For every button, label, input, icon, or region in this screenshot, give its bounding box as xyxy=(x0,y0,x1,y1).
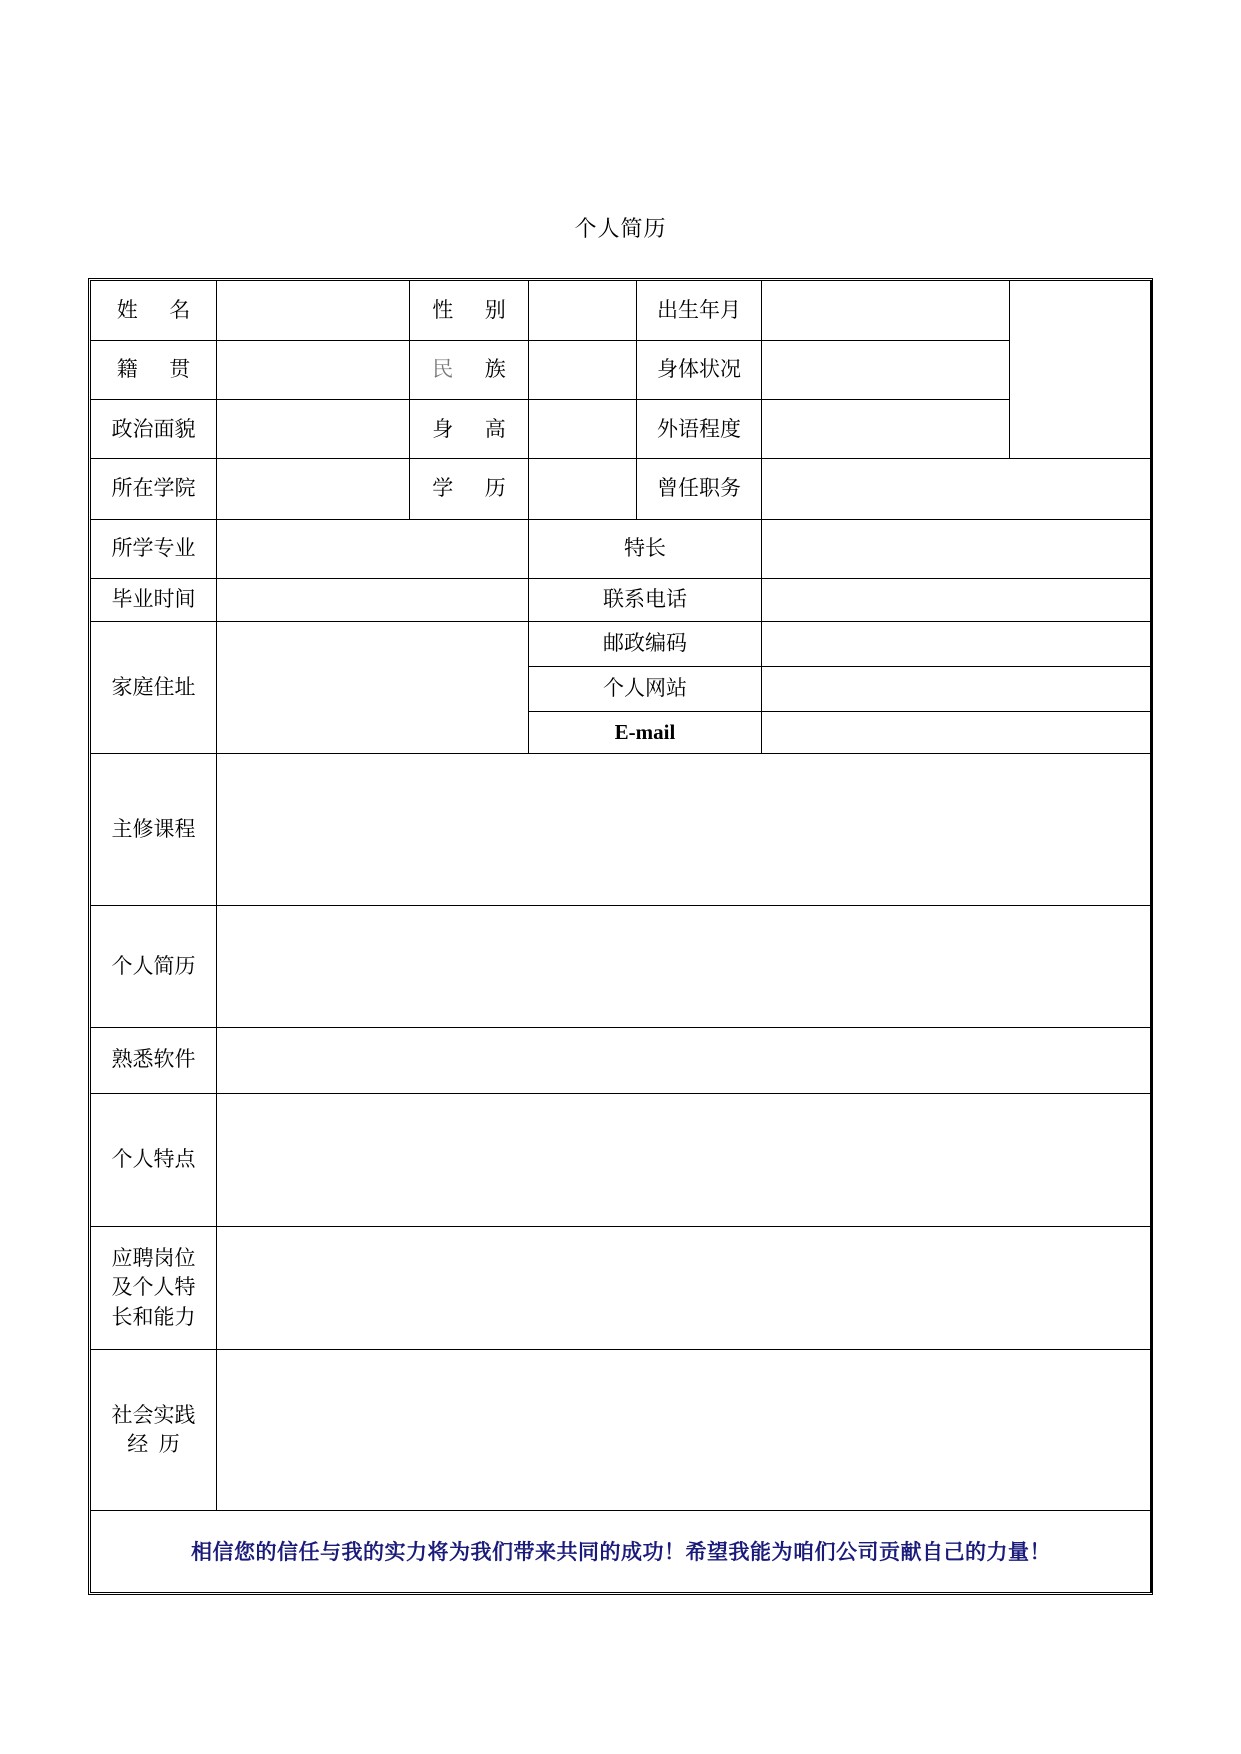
field-birth[interactable] xyxy=(762,281,1010,341)
label-graduation: 毕业时间 xyxy=(91,578,217,621)
label-college: 所在学院 xyxy=(91,459,217,519)
field-language[interactable] xyxy=(762,400,1010,459)
label-practice: 社会实践 经 历 xyxy=(91,1350,217,1510)
field-resume[interactable] xyxy=(217,906,1152,1027)
field-college[interactable] xyxy=(217,459,410,519)
label-height: 身 高 xyxy=(410,400,529,459)
field-graduation[interactable] xyxy=(217,578,529,621)
label-name: 姓 名 xyxy=(91,281,217,341)
resume-form-table xyxy=(90,280,1152,1593)
label-ethnic: 民 族 xyxy=(410,341,529,400)
row-software xyxy=(91,1027,1152,1093)
field-former-post[interactable] xyxy=(762,459,1152,519)
field-health[interactable] xyxy=(762,341,1010,400)
row-resume xyxy=(91,906,1152,1027)
field-specialty[interactable] xyxy=(762,519,1152,578)
row-native xyxy=(91,341,1152,400)
row-college xyxy=(91,459,1152,519)
label-political: 政治面貌 xyxy=(91,400,217,459)
label-health: 身体状况 xyxy=(637,341,762,400)
field-email[interactable] xyxy=(762,711,1152,753)
row-courses xyxy=(91,754,1152,906)
field-height[interactable] xyxy=(529,400,637,459)
field-political[interactable] xyxy=(217,400,410,459)
field-courses[interactable] xyxy=(217,754,1152,906)
field-major[interactable] xyxy=(217,519,529,578)
label-specialty: 特长 xyxy=(529,519,762,578)
field-practice[interactable] xyxy=(217,1350,1152,1510)
field-address[interactable] xyxy=(217,621,529,753)
field-postcode[interactable] xyxy=(762,621,1152,666)
field-native[interactable] xyxy=(217,341,410,400)
photo-box[interactable] xyxy=(1010,281,1152,459)
label-degree: 学 历 xyxy=(410,459,529,519)
field-position[interactable] xyxy=(217,1227,1152,1350)
label-phone: 联系电话 xyxy=(529,578,762,621)
row-graduation xyxy=(91,578,1152,621)
row-practice xyxy=(91,1350,1152,1510)
label-website: 个人网站 xyxy=(529,666,762,711)
label-email: E-mail xyxy=(529,711,762,753)
label-courses: 主修课程 xyxy=(91,754,217,906)
field-degree[interactable] xyxy=(529,459,637,519)
label-position: 应聘岗位 及个人特 长和能力 xyxy=(91,1227,217,1350)
label-postcode: 邮政编码 xyxy=(529,621,762,666)
label-former-post: 曾任职务 xyxy=(637,459,762,519)
label-language: 外语程度 xyxy=(637,400,762,459)
field-name[interactable] xyxy=(217,281,410,341)
label-software: 熟悉软件 xyxy=(91,1027,217,1093)
row-name xyxy=(91,281,1152,341)
footer-slogan: 相信您的信任与我的实力将为我们带来共同的成功！希望我能为咱们公司贡献自己的力量！ xyxy=(91,1510,1152,1592)
label-major: 所学专业 xyxy=(91,519,217,578)
row-position xyxy=(91,1227,1152,1350)
row-traits xyxy=(91,1093,1152,1226)
label-native: 籍 贯 xyxy=(91,341,217,400)
field-ethnic[interactable] xyxy=(529,341,637,400)
label-birth: 出生年月 xyxy=(637,281,762,341)
row-political xyxy=(91,400,1152,459)
field-software[interactable] xyxy=(217,1027,1152,1093)
field-traits[interactable] xyxy=(217,1093,1152,1226)
document-title: 个人简历 xyxy=(574,217,667,242)
label-gender: 性 别 xyxy=(410,281,529,341)
field-website[interactable] xyxy=(762,666,1152,711)
row-major xyxy=(91,519,1152,578)
field-gender[interactable] xyxy=(529,281,637,341)
label-address: 家庭住址 xyxy=(91,621,217,753)
label-traits: 个人特点 xyxy=(91,1093,217,1226)
field-phone[interactable] xyxy=(762,578,1152,621)
row-footer xyxy=(91,1510,1152,1592)
row-postcode xyxy=(91,621,1152,666)
label-resume: 个人简历 xyxy=(91,906,217,1027)
